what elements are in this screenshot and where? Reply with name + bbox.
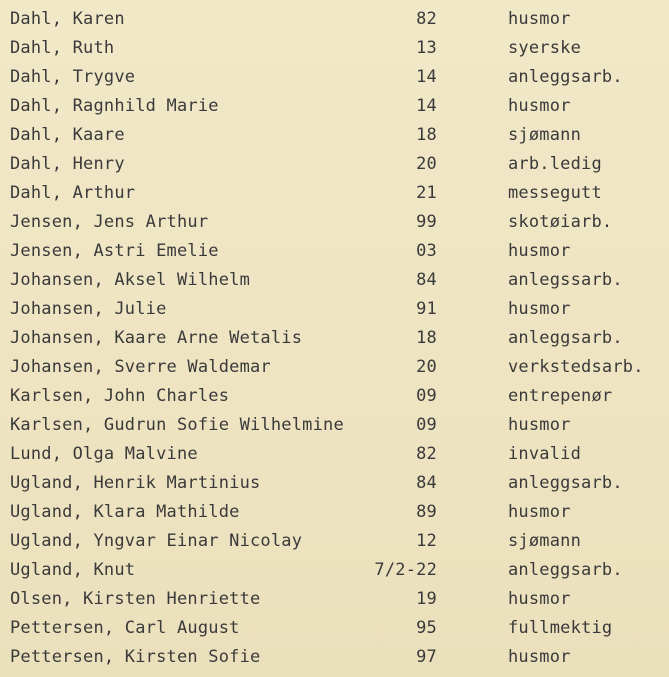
person-name: Pettersen, Carl August [10,618,240,638]
register-row [0,92,669,121]
birth-year: 18 [416,125,437,145]
register-row [0,295,669,324]
occupation: syerske [508,38,582,58]
person-name: Jensen, Jens Arthur [10,212,209,232]
occupation: sjømann [508,531,582,551]
register-row [0,527,669,556]
register-row [0,208,669,237]
birth-year: 89 [416,502,437,522]
register-row [0,324,669,353]
occupation: entrepenør [508,386,613,406]
birth-year: 09 [416,415,437,435]
birth-year: 14 [416,96,437,116]
person-name: Ugland, Knut [10,560,136,580]
occupation: husmor [508,415,571,435]
occupation: arb.ledig [508,154,602,174]
register-row [0,266,669,295]
register-row [0,63,669,92]
person-name: Dahl, Kaare [10,125,125,145]
birth-year: 84 [416,270,437,290]
person-name: Ugland, Klara Mathilde [10,502,240,522]
person-name: Dahl, Trygve [10,67,136,87]
register-row [0,382,669,411]
person-name: Lund, Olga Malvine [10,444,198,464]
register-row [0,353,669,382]
occupation: sjømann [508,125,582,145]
birth-year: 21 [416,183,437,203]
register-row [0,237,669,266]
register-row [0,121,669,150]
person-name: Dahl, Arthur [10,183,136,203]
occupation: anlegssarb. [508,270,623,290]
occupation: husmor [508,589,571,609]
birth-year: 20 [416,154,437,174]
register-row [0,34,669,63]
register-row [0,643,669,672]
birth-year: 20 [416,357,437,377]
birth-year: 7/2-22 [374,560,437,580]
occupation: husmor [508,96,571,116]
register-row [0,498,669,527]
occupation: skotøiarb. [508,212,613,232]
birth-year: 82 [416,9,437,29]
occupation: husmor [508,502,571,522]
person-name: Johansen, Sverre Waldemar [10,357,271,377]
person-name: Johansen, Julie [10,299,167,319]
register-row [0,5,669,34]
birth-year: 18 [416,328,437,348]
occupation: invalid [508,444,582,464]
occupation: fullmektig [508,618,613,638]
person-name: Dahl, Ruth [10,38,115,58]
person-name: Olsen, Kirsten Henriette [10,589,261,609]
birth-year: 82 [416,444,437,464]
birth-year: 13 [416,38,437,58]
occupation: anleggsarb. [508,560,623,580]
person-name: Johansen, Kaare Arne Wetalis [10,328,303,348]
occupation: anleggsarb. [508,328,623,348]
birth-year: 97 [416,647,437,667]
birth-year: 14 [416,67,437,87]
person-name: Ugland, Henrik Martinius [10,473,261,493]
person-name: Dahl, Ragnhild Marie [10,96,219,116]
occupation: anleggsarb. [508,67,623,87]
person-name: Johansen, Aksel Wilhelm [10,270,251,290]
register-row [0,150,669,179]
occupation: husmor [508,241,571,261]
register-table [0,5,669,672]
register-row [0,556,669,585]
register-row [0,179,669,208]
person-name: Pettersen, Kirsten Sofie [10,647,261,667]
birth-year: 09 [416,386,437,406]
birth-year: 95 [416,618,437,638]
register-row [0,411,669,440]
occupation: husmor [508,647,571,667]
register-row [0,469,669,498]
birth-year: 99 [416,212,437,232]
birth-year: 12 [416,531,437,551]
occupation: anleggsarb. [508,473,623,493]
birth-year: 19 [416,589,437,609]
birth-year: 91 [416,299,437,319]
occupation: husmor [508,9,571,29]
register-row [0,585,669,614]
person-name: Ugland, Yngvar Einar Nicolay [10,531,303,551]
register-row [0,614,669,643]
register-row [0,440,669,469]
person-name: Dahl, Henry [10,154,125,174]
person-name: Karlsen, John Charles [10,386,230,406]
person-name: Karlsen, Gudrun Sofie Wilhelmine [10,415,344,435]
occupation: husmor [508,299,571,319]
birth-year: 03 [416,241,437,261]
person-name: Jensen, Astri Emelie [10,241,219,261]
person-name: Dahl, Karen [10,9,125,29]
birth-year: 84 [416,473,437,493]
occupation: messegutt [508,183,602,203]
occupation: verkstedsarb. [508,357,644,377]
